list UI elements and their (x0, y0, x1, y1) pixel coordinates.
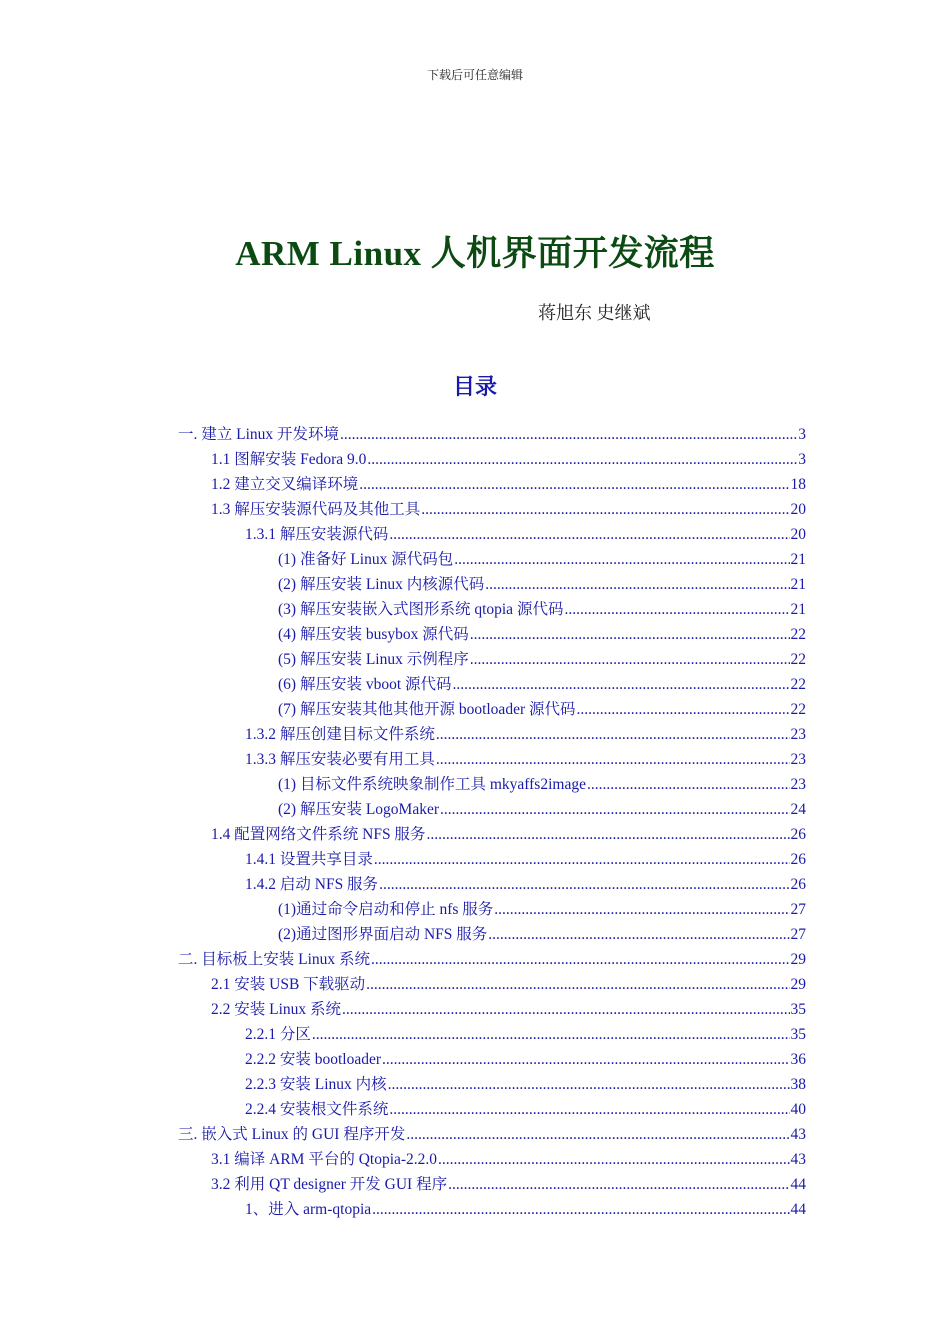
toc-entry-page: 44 (790, 1176, 806, 1193)
toc-entry-label: 3.1 编译 ARM 平台的 Qtopia-2.2.0 (211, 1151, 438, 1168)
toc-dot-leader (312, 1026, 790, 1044)
toc-dot-leader (382, 1051, 789, 1069)
toc-entry-label: (3) 解压安装嵌入式图形系统 qtopia 源代码 (278, 601, 564, 618)
toc-entry-page: 29 (790, 976, 806, 993)
toc-entry-label: 2.2.1 分区 (245, 1026, 311, 1043)
toc-entry[interactable] (178, 872, 806, 897)
toc-entry-page: 22 (790, 676, 806, 693)
toc-dot-leader (587, 776, 790, 794)
toc-entry-page: 27 (790, 901, 806, 918)
toc-entry[interactable] (178, 447, 806, 472)
toc-entry[interactable] (178, 997, 806, 1022)
toc-entry-page: 43 (790, 1126, 806, 1143)
toc-entry-page: 40 (790, 1101, 806, 1118)
toc-entry-label: (1) 目标文件系统映象制作工具 mkyaffs2image (278, 776, 586, 793)
toc-dot-leader (367, 451, 797, 469)
toc-entry-label: 2.2.4 安装根文件系统 (245, 1101, 389, 1118)
toc-entry-label: 二. 目标板上安装 Linux 系统 (178, 951, 371, 968)
toc-entry[interactable] (178, 422, 806, 447)
toc-entry[interactable] (178, 497, 806, 522)
toc-dot-leader (448, 1176, 789, 1194)
toc-entry[interactable] (178, 797, 806, 822)
toc-entry-page: 22 (790, 701, 806, 718)
toc-dot-leader (389, 526, 789, 544)
toc-entry-page: 27 (790, 926, 806, 943)
toc-dot-leader (436, 751, 790, 769)
toc-dot-leader (494, 901, 789, 919)
toc-entry-label: 1.3.2 解压创建目标文件系统 (245, 726, 435, 743)
toc-entry-page: 38 (790, 1076, 806, 1093)
toc-entry-label: 三. 嵌入式 Linux 的 GUI 程序开发 (178, 1126, 406, 1143)
toc-entry-page: 36 (790, 1051, 806, 1068)
toc-dot-leader (389, 1101, 789, 1119)
toc-entry[interactable] (178, 722, 806, 747)
toc-dot-leader (436, 726, 790, 744)
toc-entry-label: (2) 解压安装 LogoMaker (278, 801, 439, 818)
toc-entry-label: 1.3.1 解压安装源代码 (245, 526, 389, 543)
toc-entry[interactable] (178, 697, 806, 722)
toc-dot-leader (421, 501, 789, 519)
toc-entry-label: 2.2 安装 Linux 系统 (211, 1001, 342, 1018)
toc-entry-page: 24 (790, 801, 806, 818)
toc-entry-page: 3 (798, 426, 806, 443)
toc-entry[interactable] (178, 897, 806, 922)
toc-entry-label: 1.4.1 设置共享目录 (245, 851, 373, 868)
toc-dot-leader (485, 576, 789, 594)
toc-entry-page: 23 (790, 726, 806, 743)
toc-entry-page: 35 (790, 1001, 806, 1018)
toc-entry[interactable] (178, 947, 806, 972)
toc-entry-page: 21 (790, 551, 806, 568)
toc-entry-page: 22 (790, 626, 806, 643)
toc-entry-label: 1.4.2 启动 NFS 服务 (245, 876, 379, 893)
toc-entry-label: (5) 解压安装 Linux 示例程序 (278, 651, 469, 668)
toc-entry[interactable] (178, 972, 806, 997)
table-of-contents (178, 422, 806, 1222)
toc-dot-leader (438, 1151, 789, 1169)
toc-entry[interactable] (178, 847, 806, 872)
toc-entry[interactable] (178, 1097, 806, 1122)
toc-entry[interactable] (178, 747, 806, 772)
toc-entry-label: (1)通过命令启动和停止 nfs 服务 (278, 901, 494, 918)
toc-dot-leader (470, 651, 790, 669)
toc-dot-leader (576, 701, 789, 719)
header-note: 下载后可任意编辑 (426, 68, 523, 82)
toc-entry[interactable] (178, 1147, 806, 1172)
toc-entry-page: 26 (790, 826, 806, 843)
toc-entry-label: (2) 解压安装 Linux 内核源代码 (278, 576, 485, 593)
toc-dot-leader (470, 626, 790, 644)
document-title: ARM Linux 人机界面开发流程 (235, 234, 715, 273)
toc-entry-label: 1.2 建立交叉编译环境 (211, 476, 359, 493)
toc-entry[interactable] (178, 1197, 806, 1222)
toc-dot-leader (342, 1001, 789, 1019)
toc-entry-label: (7) 解压安装其他其他开源 bootloader 源代码 (278, 701, 576, 718)
toc-entry[interactable] (178, 672, 806, 697)
toc-entry[interactable] (178, 1022, 806, 1047)
toc-entry[interactable] (178, 597, 806, 622)
toc-entry-page: 21 (790, 576, 806, 593)
toc-dot-leader (440, 801, 790, 819)
toc-entry-label: 2.1 安装 USB 下载驱动 (211, 976, 366, 993)
toc-dot-leader (340, 426, 797, 444)
toc-dot-leader (379, 876, 789, 894)
toc-dot-leader (453, 676, 790, 694)
toc-entry-page: 29 (790, 951, 806, 968)
toc-entry-label: (2)通过图形界面启动 NFS 服务 (278, 926, 488, 943)
toc-dot-leader (372, 1201, 789, 1219)
toc-entry-label: (4) 解压安装 busybox 源代码 (278, 626, 469, 643)
toc-entry-page: 21 (790, 601, 806, 618)
toc-entry-page: 44 (790, 1201, 806, 1218)
toc-entry[interactable] (178, 472, 806, 497)
toc-entry-label: 一. 建立 Linux 开发环境 (178, 426, 340, 443)
toc-entry-label: 1、进入 arm-qtopia (245, 1201, 372, 1218)
toc-dot-leader (359, 476, 789, 494)
toc-entry-label: 1.3.3 解压安装必要有用工具 (245, 751, 435, 768)
toc-entry[interactable] (178, 822, 806, 847)
toc-entry-label: 3.2 利用 QT designer 开发 GUI 程序 (211, 1176, 448, 1193)
toc-dot-leader (371, 951, 789, 969)
toc-entry-label: 2.2.2 安装 bootloader (245, 1051, 382, 1068)
toc-heading: 目录 (452, 374, 497, 399)
toc-entry-label: 2.2.3 安装 Linux 内核 (245, 1076, 387, 1093)
toc-dot-leader (406, 1126, 789, 1144)
toc-dot-leader (564, 601, 789, 619)
toc-entry-page: 22 (790, 651, 806, 668)
toc-entry-page: 23 (790, 751, 806, 768)
toc-dot-leader (388, 1076, 790, 1094)
toc-dot-leader (488, 926, 789, 944)
toc-entry-page: 26 (790, 876, 806, 893)
toc-entry[interactable] (178, 622, 806, 647)
toc-entry-page: 43 (790, 1151, 806, 1168)
toc-entry-label: 1.1 图解安装 Fedora 9.0 (211, 451, 367, 468)
toc-entry[interactable] (178, 1047, 806, 1072)
toc-entry-label: 1.4 配置网络文件系统 NFS 服务 (211, 826, 426, 843)
toc-entry[interactable] (178, 922, 806, 947)
toc-dot-leader (374, 851, 790, 869)
toc-entry-label: (6) 解压安装 vboot 源代码 (278, 676, 452, 693)
toc-entry-page: 26 (790, 851, 806, 868)
toc-dot-leader (454, 551, 789, 569)
toc-entry-page: 20 (790, 501, 806, 518)
toc-entry[interactable] (178, 1172, 806, 1197)
toc-entry[interactable] (178, 1122, 806, 1147)
toc-entry-page: 20 (790, 526, 806, 543)
toc-entry[interactable] (178, 572, 806, 597)
toc-entry-page: 18 (790, 476, 806, 493)
toc-entry-label: 1.3 解压安装源代码及其他工具 (211, 501, 421, 518)
toc-entry-page: 35 (790, 1026, 806, 1043)
authors: 蒋旭东 史继斌 (538, 303, 651, 323)
toc-entry-page: 23 (790, 776, 806, 793)
toc-entry-label: (1) 准备好 Linux 源代码包 (278, 551, 454, 568)
toc-dot-leader (366, 976, 789, 994)
toc-entry-page: 3 (798, 451, 806, 468)
toc-entry[interactable] (178, 1072, 806, 1097)
toc-entry[interactable] (178, 647, 806, 672)
toc-entry[interactable] (178, 547, 806, 572)
toc-dot-leader (426, 826, 789, 844)
toc-entry[interactable] (178, 522, 806, 547)
toc-entry[interactable] (178, 772, 806, 797)
